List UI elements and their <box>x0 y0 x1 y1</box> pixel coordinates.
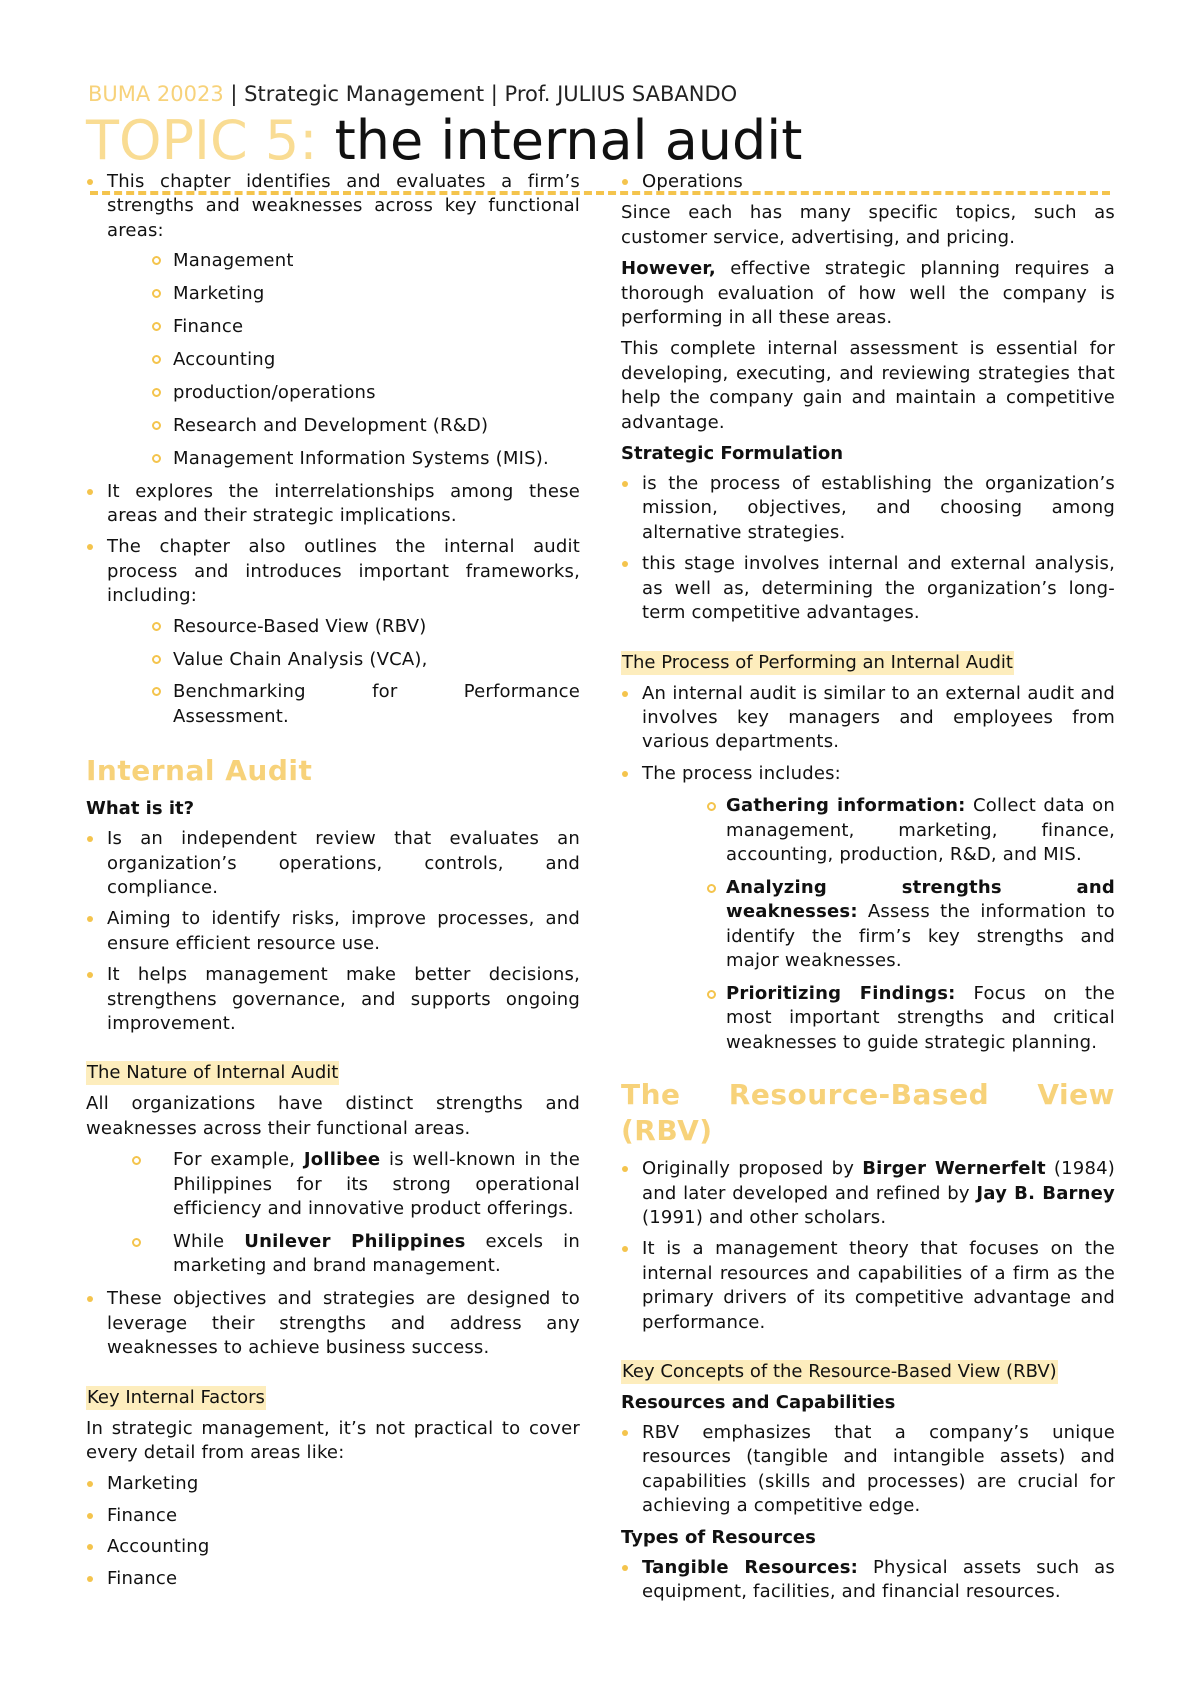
process-points <box>621 682 1115 1056</box>
list-item: Accounting <box>86 1535 580 1559</box>
list-item: Finance <box>86 1567 580 1591</box>
company-jollibee: Jollibee <box>303 1149 381 1171</box>
right-column <box>621 170 1115 1611</box>
intro-point-2: It explores the interrelationships among these areas and their strategic implications. <box>86 480 580 529</box>
nature-points <box>86 1287 580 1360</box>
title-main: the internal audit <box>317 109 803 172</box>
framework-item: Resource-Based View (RBV) <box>107 615 580 639</box>
types-of-resources-heading: Types of Resources <box>621 1526 816 1548</box>
section-heading-internal-audit: Internal Audit <box>86 754 313 788</box>
framework-item: Benchmarking for Performance Assessment. <box>107 680 580 729</box>
area-item: Management Information Systems (MIS). <box>107 447 580 471</box>
area-item: Management <box>107 249 580 273</box>
left-column <box>86 170 580 1598</box>
what-is-it-heading: What is it? <box>86 798 195 820</box>
process-step: Analyzing strengths and weaknesses: Assess the information to identify the firm’s key strengths and major weaknesses. <box>642 876 1115 974</box>
intro-text-1: This chapter identifies and evaluates a firm’s strengths and weaknesses across key functional areas: <box>107 171 580 241</box>
area-item: Finance <box>107 315 580 339</box>
nature-paragraph: All organizations have distinct strengths and weaknesses across their functional areas. <box>86 1093 580 1139</box>
resources-capabilities-heading: Resources and Capabilities <box>621 1392 896 1414</box>
process-step: Prioritizing Findings: Focus on the most important strengths and critical weaknesses to guide strategic planning. <box>642 982 1115 1055</box>
area-item: production/operations <box>107 381 580 405</box>
intro-point-1 <box>86 170 580 471</box>
key-concepts-tag: Key Concepts of the Resource-Based View (RBV) <box>622 1361 1057 1383</box>
functional-areas-list <box>107 249 580 471</box>
course-code: BUMA 20023 <box>88 82 224 106</box>
strategic-formulation-heading: Strategic Formulation <box>621 443 844 465</box>
example-jollibee: For example, Jollibee is well-known in the Philippines for its strong operational efficiency and innovative product offerings. <box>86 1148 580 1221</box>
area-item: Accounting <box>107 348 580 372</box>
paragraph-topics: Since each has many specific topics, such as customer service, advertising, and pricing. <box>621 202 1115 248</box>
list-item: These objectives and strategies are designed to leverage their strengths and address any weaknesses to achieve business success. <box>86 1287 580 1360</box>
list-item: is the process of establishing the organization’s mission, objectives, and choosing among alternative strategies. <box>621 472 1115 545</box>
frameworks-list <box>107 615 580 730</box>
list-item: It is a management theory that focuses on the internal resources and capabilities of a firm as the primary drivers of its competitive advantage and performance. <box>621 1237 1115 1335</box>
internal-audit-points <box>86 827 580 1036</box>
rbv-points <box>621 1157 1115 1335</box>
example-unilever: While Unilever Philippines excels in marketing and brand management. <box>86 1230 580 1279</box>
list-item: this stage involves internal and external analysis, as well as, determining the organization’s long-term competitive advantages. <box>621 552 1115 625</box>
paragraph-however: However, effective strategic planning requires a thorough evaluation of how well the company is performing in all these areas. <box>621 258 1115 329</box>
list-item: Is an independent review that evaluates an organization’s operations, controls, and compliance. <box>86 827 580 900</box>
list-item: The process includes: Gathering information: Collect data on management, marketing, finance, accounting, production, R&D, and MIS. Analyzing strengths and weaknesses: Assess the information to identify the firm’s key strengths and major weaknesses. Prioritizing Findings: Focus on the most important strengths and critical weaknesses to guide strategic planning. <box>621 762 1115 1055</box>
process-step: Gathering information: Collect data on management, marketing, finance, accounting, production, R&D, and MIS. <box>642 794 1115 867</box>
list-item: Tangible Resources: Physical assets such as equipment, facilities, and financial resources. <box>621 1556 1115 1605</box>
list-item: Marketing <box>86 1472 580 1496</box>
page-title <box>86 108 802 174</box>
formulation-points <box>621 472 1115 625</box>
key-factors-paragraph: In strategic management, it’s not practical to cover every detail from areas like: <box>86 1417 580 1463</box>
area-item: Marketing <box>107 282 580 306</box>
resources-points <box>621 1421 1115 1519</box>
area-item: Research and Development (R&D) <box>107 414 580 438</box>
key-factors-list <box>86 1472 580 1591</box>
intro-point-3 <box>86 535 580 729</box>
paragraph-assessment: This complete internal assessment is essential for developing, executing, and reviewing strategies that help the company gain and maintain a competitive advantage. <box>621 338 1115 433</box>
course-header <box>88 82 737 106</box>
nature-examples <box>86 1148 580 1279</box>
process-steps <box>642 794 1115 1055</box>
company-unilever: Unilever Philippines <box>244 1231 466 1252</box>
intro-list <box>86 170 580 729</box>
list-item: Operations <box>621 170 1115 194</box>
operations-list <box>621 170 1115 194</box>
process-tag: The Process of Performing an Internal Audit <box>622 651 1013 673</box>
resource-types <box>621 1556 1115 1605</box>
title-prefix: TOPIC 5: <box>86 109 318 172</box>
framework-item: Value Chain Analysis (VCA), <box>107 648 580 672</box>
author-wernerfelt: Birger Wernerfelt <box>862 1158 1046 1180</box>
list-item: Originally proposed by Birger Wernerfelt (1984) and later developed and refined by Jay B. Barney (1991) and other scholars. <box>621 1157 1115 1230</box>
list-item: Aiming to identify risks, improve processes, and ensure efficient resource use. <box>86 907 580 956</box>
list-item: Finance <box>86 1504 580 1528</box>
nature-tag: The Nature of Internal Audit <box>87 1062 339 1084</box>
intro-text-3: The chapter also outlines the internal audit process and introduces important frameworks, including: <box>107 536 580 607</box>
course-info: | Strategic Management | Prof. JULIUS SABANDO <box>223 82 738 106</box>
section-heading-rbv: The Resource-Based View (RBV) <box>621 1078 1115 1148</box>
list-item: It helps management make better decisions, strengthens governance, and supports ongoing improvement. <box>86 963 580 1036</box>
key-factors-tag: Key Internal Factors <box>87 1386 265 1408</box>
author-barney: Jay B. Barney <box>976 1182 1115 1204</box>
list-item: An internal audit is similar to an external audit and involves key managers and employees from various departments. <box>621 682 1115 755</box>
list-item: RBV emphasizes that a company’s unique resources (tangible and intangible assets) and capabilities (skills and processes) are crucial for achieving a competitive edge. <box>621 1421 1115 1519</box>
